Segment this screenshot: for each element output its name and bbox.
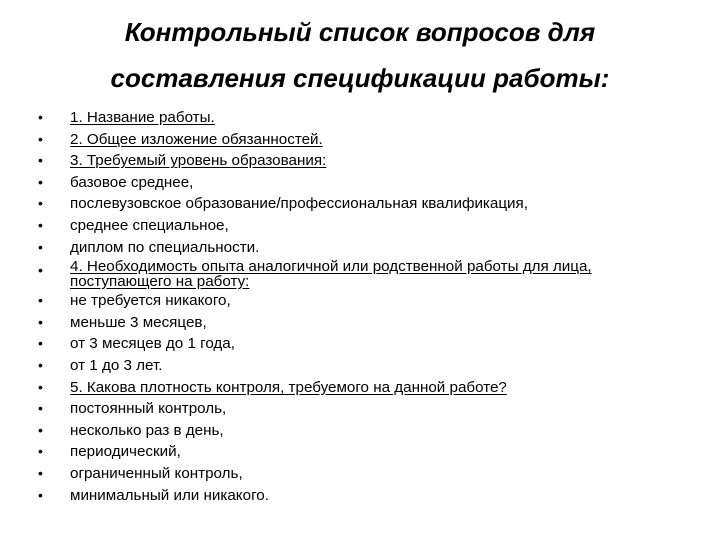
slide-title-line-1: Контрольный список вопросов для xyxy=(124,17,596,47)
bullet-icon: • xyxy=(38,195,43,212)
list-item xyxy=(38,463,678,485)
list-item-text: 3. Требуемый уровень образования: xyxy=(70,152,327,170)
bullet-icon: • xyxy=(38,109,43,125)
list-item xyxy=(38,172,678,194)
bullet-icon: • xyxy=(38,464,43,481)
list-item xyxy=(38,333,678,355)
list-item xyxy=(38,441,678,463)
bullet-icon: • xyxy=(38,216,43,233)
list-item-text: 1. Название работы. xyxy=(70,109,215,126)
list-item xyxy=(38,193,678,215)
list-item xyxy=(38,215,678,237)
list-item xyxy=(38,237,678,259)
list-item xyxy=(38,312,678,334)
list-item-text: 2. Общее изложение обязанностей. xyxy=(70,130,323,148)
bullet-icon: • xyxy=(38,313,43,330)
list-item-text: среднее специальное, xyxy=(70,216,229,234)
list-item-text: периодический, xyxy=(70,443,181,461)
list-item xyxy=(38,485,678,507)
list-item-text: от 3 месяцев до 1 года, xyxy=(70,335,235,353)
bullet-icon: • xyxy=(38,262,43,279)
list-item-text: постоянный контроль, xyxy=(70,400,227,418)
bullet-icon: • xyxy=(38,292,43,309)
list-item xyxy=(38,420,678,442)
list-item-text: от 1 до 3 лет. xyxy=(70,356,163,374)
list-item xyxy=(38,398,678,420)
bullet-icon: • xyxy=(38,421,43,438)
list-item xyxy=(38,107,678,129)
list-item-text: послевузовское образование/профессиональная квалификация, xyxy=(70,195,528,213)
list-item-text: диплом по специальности. xyxy=(70,238,260,256)
bullet-icon: • xyxy=(38,486,43,503)
bullet-icon: • xyxy=(38,238,43,255)
list-item-text: несколько раз в день, xyxy=(70,421,224,439)
list-item-text: не требуется никакого, xyxy=(70,292,231,310)
list-item-text: 4. Необходимость опыта аналогичной или родственной работы для лица, поступающего на работу: xyxy=(70,258,592,290)
bullet-icon: • xyxy=(38,400,43,417)
list-item-text: минимальный или никакого. xyxy=(70,486,269,504)
bullet-icon: • xyxy=(38,443,43,460)
list-item-text: 5. Какова плотность контроля, требуемого на данной работе? xyxy=(70,378,507,396)
bullet-icon: • xyxy=(38,152,43,169)
list-item xyxy=(38,129,678,151)
list-item xyxy=(38,377,678,399)
list-item xyxy=(38,290,678,312)
list-item xyxy=(38,150,678,172)
checklist xyxy=(38,107,678,506)
list-item xyxy=(38,258,678,290)
bullet-icon: • xyxy=(38,130,43,147)
list-item xyxy=(38,355,678,377)
list-item-text: ограниченный контроль, xyxy=(70,464,243,482)
bullet-icon: • xyxy=(38,378,43,395)
bullet-icon: • xyxy=(38,173,43,190)
bullet-icon: • xyxy=(38,356,43,373)
bullet-icon: • xyxy=(38,335,43,352)
list-item-text: меньше 3 месяцев, xyxy=(70,313,207,331)
slide-title-line-2: составления спецификации работы: xyxy=(110,63,610,93)
list-item-text: базовое среднее, xyxy=(70,173,194,191)
